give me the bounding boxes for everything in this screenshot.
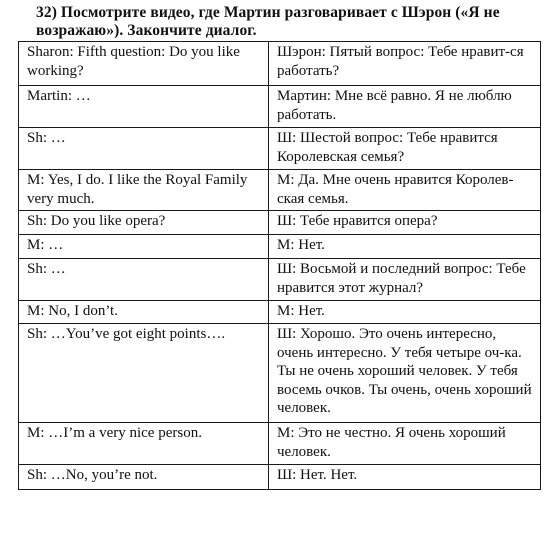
exercise-heading: 32) Посмотрите видео, где Мартин разговаривает с Шэрон («Я не возражаю»). Закончите диалог. [36,4,500,39]
table-row [19,86,541,128]
english-line: M: No, I don’t. [19,301,269,324]
table-row [19,211,541,235]
table-row [19,423,541,465]
table-row [19,301,541,324]
russian-line: Ш: Нет. Нет. [269,465,541,490]
russian-line: Мартин: Мне всё равно. Я не люблю работать. [269,86,541,128]
russian-line: М: Нет. [269,235,541,259]
table-row [19,128,541,170]
russian-line: Ш: Тебе нравится опера? [269,211,541,235]
english-line: M: Yes, I do. I like the Royal Family very much. [19,170,269,211]
russian-line: М: Это не честно. Я очень хороший человек. [269,423,541,465]
table-row [19,170,541,211]
english-line: M: … [19,235,269,259]
english-line: Sh: Do you like opera? [19,211,269,235]
dialogue-table [18,41,541,490]
english-line: Sharon: Fifth question: Do you like working? [19,42,269,86]
english-line: Martin: … [19,86,269,128]
russian-line: М: Нет. [269,301,541,324]
russian-line: Ш: Восьмой и последний вопрос: Тебе нравится этот журнал? [269,259,541,301]
table-row [19,235,541,259]
russian-line: Ш: Шестой вопрос: Тебе нравится Королевская семья? [269,128,541,170]
table-row [19,259,541,301]
russian-line: М: Да. Мне очень нравится Королев-ская семья. [269,170,541,211]
english-line: Sh: … [19,259,269,301]
english-line: M: …I’m a very nice person. [19,423,269,465]
table-row [19,465,541,490]
russian-line: Ш: Хорошо. Это очень интересно, очень интересно. У тебя четыре оч-ка. Ты не очень хороший человек. У тебя восемь очков. Ты очень, очень хороший человек. [269,324,541,423]
table-row [19,324,541,423]
english-line: Sh: … [19,128,269,170]
english-line: Sh: …No, you’re not. [19,465,269,490]
english-line: Sh: …You’ve got eight points…. [19,324,269,423]
table-row [19,42,541,86]
russian-line: Шэрон: Пятый вопрос: Тебе нравит-ся работать? [269,42,541,86]
